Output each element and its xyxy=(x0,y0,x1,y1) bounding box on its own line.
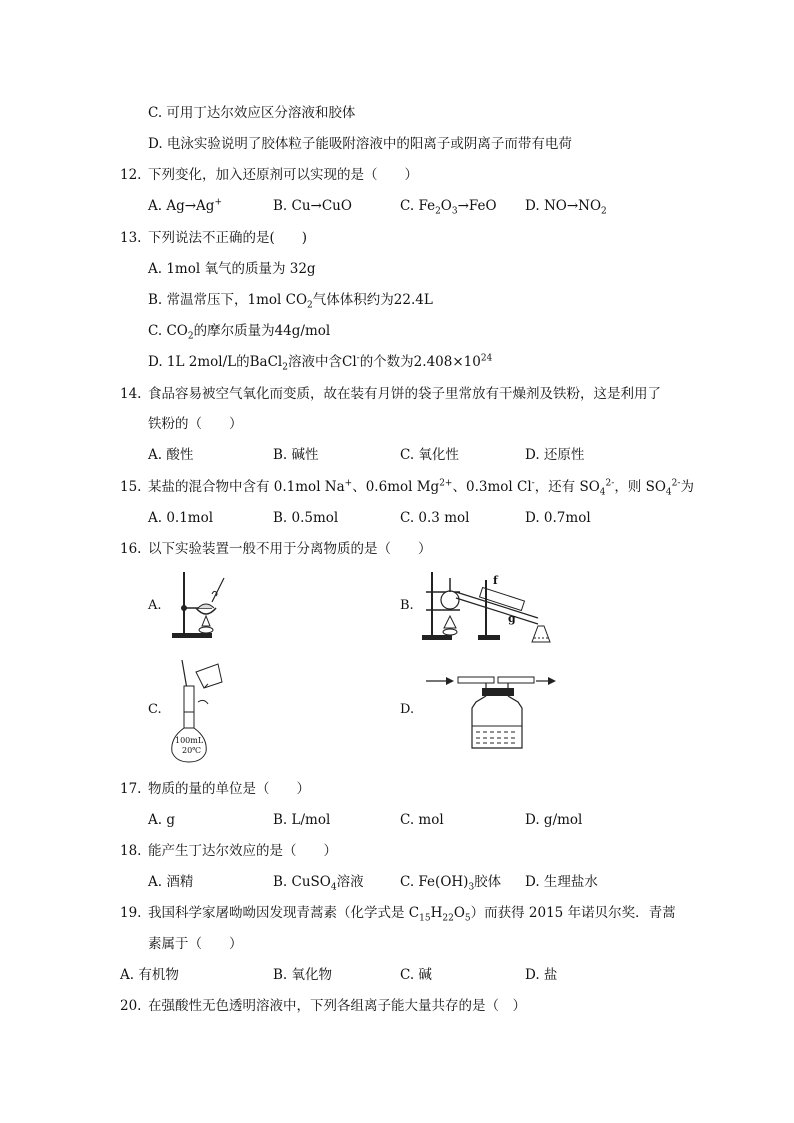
q17-stem: 物质的量的单位是（ ） xyxy=(148,781,310,797)
gas-washing-bottle-figure xyxy=(426,672,566,752)
q18-stem: 能产生丁达尔效应的是（ ） xyxy=(148,843,337,859)
q16-option-c-label: C. xyxy=(148,702,162,717)
q20-stem: 在强酸性无色透明溶液中，下列各组离子能大量共存的是（ ） xyxy=(148,998,526,1014)
q19-stem-line2: 素属于（ ） xyxy=(148,936,243,952)
q18-option-b: B. CuSO$_4$溶液 xyxy=(273,874,364,893)
q12-option-b: B. Cu→CuO xyxy=(273,198,352,214)
q17-option-b: B. L/mol xyxy=(273,812,331,828)
label-g: g xyxy=(508,612,516,625)
distillation-apparatus-figure xyxy=(420,570,560,642)
q13-option-c: C. $CO_2$的摩尔质量为44g/mol xyxy=(148,323,331,342)
q17-option-c: C. mol xyxy=(400,812,444,828)
flask-temperature-label: 20℃ xyxy=(182,746,202,755)
q13-option-a: A. 1mol 氧气的质量为 32g xyxy=(148,261,316,277)
q15-option-b: B. 0.5mol xyxy=(273,510,339,526)
q12-stem: 下列变化，加入还原剂可以实现的是（ ） xyxy=(148,167,418,183)
q16-option-d-label: D. xyxy=(400,702,415,717)
q14-number: 14. xyxy=(120,386,142,402)
label-f: f xyxy=(493,574,498,587)
q19-option-c: C. 碱 xyxy=(400,967,432,983)
q13-stem: 下列说法不正确的是( ) xyxy=(148,230,308,246)
q15-number: 15. xyxy=(120,479,142,495)
q20-number: 20. xyxy=(120,998,142,1014)
q19-number: 19. xyxy=(120,905,142,921)
q12-option-c: C. $Fe_2O_3\to FeO$ xyxy=(400,198,497,217)
q19-stem-line1: 我国科学家屠呦呦因发现青蒿素（化学式是 $C_{15}H_{22}O_5$）而获得 2015 年诺贝尔奖．青蒿 xyxy=(148,905,676,924)
q15-option-d: D. 0.7mol xyxy=(525,510,591,526)
q11-option-c: C. 可用丁达尔效应区分溶液和胶体 xyxy=(148,105,356,121)
q14-option-a: A. 酸性 xyxy=(148,447,194,463)
flask-volume-label: 100mL xyxy=(175,736,204,745)
q17-option-a: A. g xyxy=(148,812,175,828)
q17-option-d: D. g/mol xyxy=(525,812,583,828)
q13-number: 13. xyxy=(120,230,142,246)
q16-stem: 以下实验装置一般不用于分离物质的是（ ） xyxy=(148,541,432,557)
q16-option-b-label: B. xyxy=(400,598,414,613)
q13-option-b: B. 常温常压下，1mol $CO_2$气体体积约为22.4L xyxy=(148,292,433,311)
q14-option-c: C. 氧化性 xyxy=(400,447,459,463)
q12-option-a: A. Ag→Ag+ xyxy=(148,197,222,214)
q18-number: 18. xyxy=(120,843,142,859)
q12-option-d: D. $NO\to NO_2$ xyxy=(525,198,607,217)
q11-option-d: D. 电泳实验说明了胶体粒子能吸附溶液中的阳离子或阴离子而带有电荷 xyxy=(148,136,572,152)
q17-number: 17. xyxy=(120,781,142,797)
q18-option-d: D. 生理盐水 xyxy=(525,874,598,890)
q19-option-d: D. 盐 xyxy=(525,967,558,983)
q12-number: 12. xyxy=(120,167,142,183)
q16-option-a-label: A. xyxy=(148,598,162,613)
q18-option-a: A. 酒精 xyxy=(148,874,194,890)
q14-stem-line2: 铁粉的（ ） xyxy=(148,416,243,432)
q16-number: 16. xyxy=(120,541,142,557)
q19-option-a: A. 有机物 xyxy=(120,967,179,983)
q14-stem-line1: 食品容易被空气氧化而变质，故在装有月饼的袋子里常放有干燥剂及铁粉，这是利用了 xyxy=(148,386,661,402)
evaporation-apparatus-figure xyxy=(168,570,238,642)
q15-option-a: A. 0.1mol xyxy=(148,510,214,526)
q15-option-c: C. 0.3 mol xyxy=(400,510,470,526)
q14-option-b: B. 碱性 xyxy=(273,447,319,463)
q13-option-d: D. 1L 2mol/L的BaCl$_2$溶液中含Cl-的个数为$2.408\times 10^{24}$ xyxy=(148,353,493,373)
q14-option-d: D. 还原性 xyxy=(525,447,585,463)
q19-option-b: B. 氧化物 xyxy=(273,967,333,983)
q15-stem: 某盐的混合物中含有 0.1mol Na+、0.6mol $Mg^{2+}$、0.3mol Cl-，还有 $SO_4^{2-}$，则 $SO_4^{2-}$为 xyxy=(148,478,694,498)
q18-option-c: C. $Fe(OH)_3$胶体 xyxy=(400,874,502,893)
